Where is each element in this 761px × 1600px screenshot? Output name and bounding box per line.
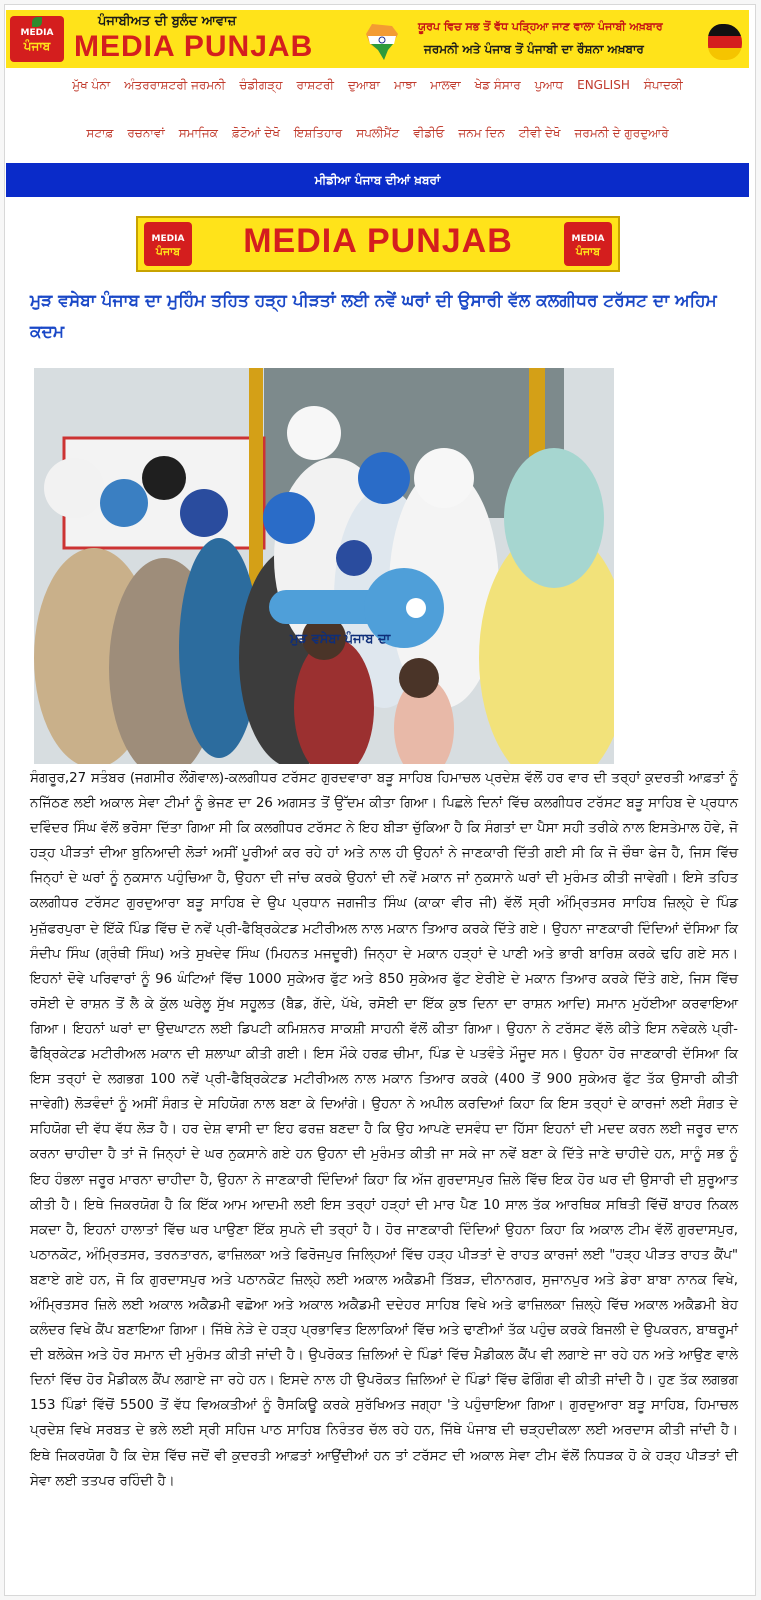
logo-top-text: MEDIA xyxy=(20,28,54,38)
nav-item-birthday[interactable]: ਜਨਮ ਦਿਨ xyxy=(458,126,505,140)
article-logo-banner xyxy=(136,216,620,272)
nav-item-tv[interactable]: ਟੀਵੀ ਦੇਖੋ xyxy=(518,126,561,140)
nav-row-2 xyxy=(6,126,749,141)
article-logo-left-top: MEDIA xyxy=(151,234,185,244)
article-headline[interactable]: ਮੁੜ ਵਸੇਬਾ ਪੰਜਾਬ ਦਾ ਮੁਹਿੰਮ ਤਹਿਤ ਹੜ੍ਹ ਪੀੜਤਾਂ ਲਈ ਨਵੇਂ ਘਰਾਂ ਦੀ ਉਸਾਰੀ ਵੱਲ ਕਲਗੀਧਰ ਟਰੱਸਟ ਦਾ ਅਹਿਮ ਕਦਮ xyxy=(30,291,717,342)
germany-flag-icon xyxy=(708,24,742,60)
nav-item-home[interactable]: ਮੁੱਖ ਪੰਨਾ xyxy=(72,78,111,92)
photo-illustration xyxy=(34,368,614,764)
article-logo-right xyxy=(564,222,612,266)
header-right-line2: ਜਰਮਨੀ ਅਤੇ ਪੰਜਾਬ ਤੋਂ ਪੰਜਾਬੀ ਦਾ ਰੌਸ਼ਨਾ ਅਖ਼ਬਾਰ xyxy=(424,42,644,56)
nav-item-ads[interactable]: ਇਸ਼ਤਿਹਾਰ xyxy=(293,126,343,140)
article-logo-brand: MEDIA PUNJAB xyxy=(243,222,513,260)
nav-item-malwa[interactable]: ਮਾਲਵਾ xyxy=(430,78,461,92)
photo-key-label: ਮੁੜ ਵਸੇਬਾ ਪੰਜਾਬ ਦਾ xyxy=(290,632,391,647)
nav-item-international[interactable]: ਅੰਤਰਰਾਸ਼ਟਰੀ ਜਰਮਨੀ xyxy=(124,78,226,92)
logo-bottom-text: ਪੰਜਾਬ xyxy=(23,39,51,53)
article-logo-left-bottom: ਪੰਜਾਬ xyxy=(155,245,181,258)
nav-item-gurdwaras[interactable]: ਜਰਮਨੀ ਦੇ ਗੁਰਦੁਆਰੇ xyxy=(574,126,669,140)
section-bar[interactable]: ਮੀਡੀਆ ਪੰਜਾਬ ਦੀਆਂ ਖ਼ਬਰਾਂ xyxy=(6,163,749,197)
article-logo-right-bottom: ਪੰਜਾਬ xyxy=(575,245,601,258)
leaf-icon xyxy=(32,17,42,27)
article-body: ਸੰਗਰੂਰ,27 ਸਤੰਬਰ (ਜਗਸੀਰ ਲੌਂਗੋਵਾਲ)-ਕਲਗੀਧਰ ਟਰੱਸਟ ਗੁਰਦਵਾਰਾ ਬੜੂ ਸਾਹਿਬ ਹਿਮਾਚਲ ਪ੍ਰਦੇਸ਼ ਵੱਲੋਂ ਹਰ ਵਾਰ ਦੀ ਤਰ੍ਹਾਂ ਕੁਦਰਤੀ ਆਫ਼ਤਾਂ ਨੂੰ ਨਜਿੱਠਣ ਲਈ ਅਕਾਲ ਸੇਵਾ ਟੀਮਾਂ ਨੂੰ ਭੇਜਣ ਦਾ 26 ਅਗਸਤ ਤੋਂ ਉੱਦਮ ਕੀਤਾ ਗਿਆ। ਪਿਛਲੇ ਦਿਨਾਂ ਵਿੱਚ ਕਲਗੀਧਰ ਟਰੱਸਟ ਬੜੂ ਸਾਹਿਬ ਦੇ ਪ੍ਰਧਾਨ ਦਵਿੰਦਰ ਸਿੰਘ ਵੱਲੋਂ ਭਰੋਸਾ ਦਿੱਤਾ ਗਿਆ ਸੀ ਕਿ ਕਲਗੀਧਰ ਟਰੱਸਟ ਨੇ ਇਹ ਬੀੜਾ ਚੁੱਕਿਆ ਹੈ ਕਿ ਸੰਗਤਾਂ ਦਾ ਪੈਸਾ ਸਹੀ ਤਰੀਕੇ ਨਾਲ ਇਸਤੇਮਾਲ ਹੋਵੇ, ਜੋ ਹੜ੍ਹ ਪੀੜਤਾਂ ਦੀਆ ਬੁਨਿਆਦੀ ਲੋੜਾਂ ਅਸੀਂ ਪੂਰੀਆਂ ਕਰ ਰਹੇ ਹਾਂ ਅਤੇ ਨਾਲ ਹੀ ਉਹਨਾਂ ਨੇ ਜਾਣਕਾਰੀ ਦਿੱਤੀ ਗਈ ਸੀ ਕਿ ਜੋ ਚੌਥਾ ਫੇਜ ਹੈ, ਜਿਸ ਵਿੱਚ ਜਿਨ੍ਹਾਂ ਦੇ ਘਰਾਂ ਨੂੰ ਨੁਕਸਾਨ ਪਹੁੰਚਿਆ ਹੈ, ਉਹਨਾ ਦੀ ਜਾਂਚ ਕਰਕੇ ਉਹਨਾਂ ਦੀ ਨਵੇਂ ਮਕਾਨ ਜਾਂ ਨੁਕਸਾਨੇ ਘਰਾਂ ਦੀ ਮੁਰੰਮਤ ਕੀਤੀ ਜਾਵੇਗੀ। ਇਸੇ ਤਹਿਤ ਕਲਗੀਧਰ ਟਰੱਸਟ ਗੁਰਦੁਆਰਾ ਬੜੂ ਸਾਹਿਬ ਦੇ ਉਪ ਪ੍ਰਧਾਨ ਜਗਜੀਤ ਸਿੰਘ (ਕਾਕਾ ਵੀਰ ਜੀ) ਵੱਲੋਂ ਸ੍ਰੀ ਅੰਮ੍ਰਿਤਸਰ ਸਾਹਿਬ ਜ਼ਿਲ੍ਹੇ ਦੇ ਪਿੰਡ ਮੁਜ਼ੱਫਰਪੁਰਾ ਦੇ ਇੱਕੋ ਪਿੰਡ ਵਿੱਚ ਦੋ ਨਵੇਂ ਪ੍ਰੀ-ਫੈਬ੍ਰਿਕੇਟਡ ਮਟੀਰੀਅਲ ਨਾਲ ਮਕਾਨ ਤਿਆਰ ਕਰਕੇ ਦਿੱਤੇ ਗਏ। ਉਹਨਾ ਜਾਣਕਾਰੀ ਦਿੰਦਿਆਂ ਦੱਸਿਆ ਕਿ ਸੰਦੀਪ ਸਿੰਘ (ਗ੍ਰੰਥੀ ਸਿੰਘ) ਅਤੇ ਸੁਖਦੇਵ ਸਿੰਘ (ਮਿਹਨਤ ਮਜਦੂਰੀ) ਜਿਨ੍ਹਾ ਦੇ ਮਕਾਨ ਹੜ੍ਹਾਂ ਦੇ ਪਾਣੀ ਅਤੇ ਭਾਰੀ ਬਾਰਿਸ਼ ਕਰਕੇ ਢਹਿ ਗਏ ਸਨ। ਇਹਨਾਂ ਦੋਵੇ ਪਰਿਵਾਰਾਂ ਨੂੰ 96 ਘੰਟਿਆਂ ਵਿੱਚ 1000 ਸੁਕੇਅਰ ਫੁੱਟ ਅਤੇ 850 ਸੁਕੇਅਰ ਫੁੱਟ ਏਰੀਏ ਦੇ ਮਕਾਨ ਤਿਆਰ ਕਰਕੇ ਦਿੱਤੇ ਗਏ, ਜਿਸ ਵਿੱਚ ਰਸੋਈ ਦੇ ਰਾਸ਼ਨ ਤੋਂ ਲੈ ਕੇ ਕੁੱਲ ਘਰੇਲੂ ਸੁੱਖ ਸਹੂਲਤ (ਬੈਡ, ਗੱਦੇ, ਪੱਖੇ, ਰਸੋਈ ਦਾ ਇੱਕ ਕੁਝ ਦਿਨਾ ਦਾ ਰਾਸ਼ਨ ਆਦਿ) ਸਮਾਨ ਮੁਹੱਈਆ ਕਰਵਾਇਆ ਗਿਆ। ਇਹਨਾਂ ਘਰਾਂ ਦਾ ਉਦਘਾਟਨ ਲਈ ਡਿਪਟੀ ਕਮਿਸ਼ਨਰ ਸਾਕਸ਼ੀ ਸਾਹਨੀ ਵੱਲੋਂ ਕੀਤਾ ਗਿਆ। ਉਹਨਾ ਨੇ ਟਰੱਸਟ ਵੱਲੋ ਕੀਤੇ ਇਸ ਨਵੇਕਲੇ ਪ੍ਰੀ-ਫੈਬ੍ਰਿਕੇਟਡ ਮਟੀਰੀਅਲ ਮਕਾਨ ਦੀ ਸ਼ਲਾਘਾ ਕੀਤੀ ਗਈ। ਇਸ ਮੌਕੇ ਹਰਫ਼ ਚੀਮਾ, ਪਿੰਡ ਦੇ ਪਤਵੰਤੇ ਮੌਜੂਦ ਸਨ। ਉਹਨਾ ਹੋਰ ਜਾਣਕਾਰੀ ਦੱਸਿਆ ਕਿ ਇਸ ਤਰ੍ਹਾਂ ਦੇ ਲਗਭਗ 100 ਨਵੇਂ ਪ੍ਰੀ-ਫੈਬ੍ਰਿਕੇਟਡ ਮਟੀਰੀਅਲ ਨਾਲ ਮਕਾਨ ਤਿਆਰ ਕਰਕੇ (400 ਤੋਂ 900 ਸੁਕੇਅਰ ਫੁੱਟ ਤੱਕ ਉਸਾਰੀ ਕੀਤੀ ਜਾਵੇਗੀ) ਲੋੜਵੰਦਾਂ ਨੂੰ ਅਸੀਂ ਸੰਗਤ ਦੇ ਸਹਿਯੋਗ ਨਾਲ ਬਣਾ ਕੇ ਦਿਆਂਗੇ। ਉਹਨਾ ਨੇ ਅਪੀਲ ਕਰਦਿਆਂ ਕਿਹਾ ਕਿ ਇਸ ਤਰ੍ਹਾਂ ਦੇ ਕਾਰਜਾਂ ਲਈ ਸੰਗਤ ਦੇ ਸਹਿਯੋਗ ਦੀ ਵੱਧ ਵੱਧ ਲੋੜ ਹੈ। ਹਰ ਦੇਸ਼ ਵਾਸੀ ਦਾ ਇਹ ਫਰਜ਼ ਬਣਦਾ ਹੈ ਕਿ ਉਹ ਆਪਣੇ ਦਸਵੰਧ ਦਾ ਹਿੱਸਾ ਇਹਨਾਂ ਦੀ ਮਦਦ ਕਰਨ ਲਈ ਜਰੂਰ ਦਾਨ ਕਰਨਾ ਚਾਹੀਦਾ ਹੈ ਤਾਂ ਜੋ ਜਿਨ੍ਹਾਂ ਦੇ ਘਰ ਨੁਕਸਾਨੇ ਗਏ ਹਨ ਉਹਨਾ ਦੀ ਮੁਰੰਮਤ ਕੀਤੀ ਜਾ ਸਕੇ ਜਾ ਨਵੇਂ ਬਣਾ ਕੇ ਦਿੱਤੇ ਜਾਣੇ ਚਾਹੀਦੇ ਹਨ, ਸਾਨੂੰ ਸਭ ਨੂੰ ਇਹ ਹੰਭਲਾ ਜਰੂਰ ਮਾਰਨਾ ਚਾਹੀਦਾ ਹੈ, ਉਹਨਾ ਨੇ ਜਾਣਕਾਰੀ ਦਿੰਦਿਆਂ ਕਿਹਾ ਕਿ ਅੱਜ ਗੁਰਦਾਸਪੁਰ ਜ਼ਿਲੇ ਵਿੱਚ ਇਕ ਹੋਰ ਘਰ ਦੀ ਉਸਾਰੀ ਦੀ ਸ਼ੁਰੂਆਤ ਕੀਤੀ ਹੈ। ਇਥੇ ਜਿਕਰਯੋਗ ਹੈ ਕਿ ਇੱਕ ਆਮ ਆਦਮੀ ਲਈ ਇਸ ਤਰ੍ਹਾਂ ਹੜ੍ਹਾਂ ਦੀ ਮਾਰ ਪੈਣ 10 ਸਾਲ ਤੱਕ ਆਰਥਿਕ ਸਥਿਤੀ ਵਿੱਚੋਂ ਬਾਹਰ ਨਿਕਲ ਸਕਦਾ ਹੈ, ਇਹਨਾਂ ਹਾਲਾਤਾਂ ਵਿੱਚ ਘਰ ਪਾਉਣਾ ਇੱਕ ਸੁਪਨੇ ਦੀ ਤਰ੍ਹਾਂ ਹੈ। ਹੋਰ ਜਾਣਕਾਰੀ ਦਿੰਦਿਆਂ ਉਹਨਾ ਕਿਹਾ ਕਿ ਅਕਾਲ ਟੀਮ ਵੱਲੋਂ ਗੁਰਦਾਸਪੁਰ, ਪਠਾਨਕੋਟ, ਅੰਮ੍ਰਿਤਸਰ, ਤਰਨਤਾਰਨ, ਫਾਜ਼ਿਲਕਾ ਅਤੇ ਫਿਰੋਜਪੁਰ ਜਿਲ੍ਹਿਆਂ ਵਿੱਚ ਹੜ੍ਹ ਪੀੜਤਾਂ ਦੇ ਰਾਹਤ ਕਾਰਜਾਂ ਲਈ "ਹੜ੍ਹ ਪੀੜਤ ਰਾਹਤ ਕੈਂਪ" ਬਣਾਏ ਗਏ ਹਨ, ਜੋ ਕਿ ਗੁਰਦਾਸਪੁਰ ਅਤੇ ਪਠਾਨਕੋਟ ਜ਼ਿਲ੍ਹੇ ਲਈ ਅਕਾਲ ਅਕੈਡਮੀ ਤਿੱਬੜ, ਦੀਨਾਨਗਰ, ਸੁਜਾਨਪੁਰ ਅਤੇ ਡੇਰਾ ਬਾਬਾ ਨਾਨਕ ਵਿਖੇ, ਅੰਮ੍ਰਿਤਸਰ ਜ਼ਿਲੇ ਲਈ ਅਕਾਲ ਅਕੈਡਮੀ ਵਛੋਆ ਅਤੇ ਅਕਾਲ ਅਕੈਡਮੀ ਦਦੇਹਰ ਸਾਹਿਬ ਵਿਖੇ ਅਤੇ ਫਾਜ਼ਿਲਕਾ ਜ਼ਿਲ੍ਹੇ ਵਿੱਚ ਅਕਾਲ ਅਕੈਡਮੀ ਬੇਹ ਕਲੰਦਰ ਵਿਖੇ ਕੈਂਪ ਬਣਾਇਆ ਗਿਆ। ਜਿੱਥੇ ਨੇੜੇ ਦੇ ਹੜ੍ਹ ਪ੍ਰਭਾਵਿਤ ਇਲਾਕਿਆਂ ਵਿੱਚ ਅਤੇ ਢਾਣੀਆਂ ਤੱਕ ਪਹੁੰਚ ਕਰਕੇ ਬਿਜਲੀ ਦੇ ਉਪਕਰਨ, ਬਾਥਰੂਮਾਂ ਦੀ ਬਲੋਕੇਜ ਅਤੇ ਹੋਰ ਸਮਾਨ ਦੀ ਮੁਰੰਮਤ ਕੀਤੀ ਜਾਂਦੀ ਹੈ। ਉਪਰੋਕਤ ਜ਼ਿਲਿਆਂ ਦੇ ਪਿੰਡਾਂ ਵਿੱਚ ਮੈਡੀਕਲ ਕੈਂਪ ਵੀ ਲਗਾਏ ਜਾ ਰਹੇ ਹਨ ਅਤੇ ਆਉਣ ਵਾਲੇ ਦਿਨਾਂ ਵਿੱਚ ਹੋਰ ਮੈਡੀਕਲ ਕੈਂਪ ਲਗਾਏ ਜਾ ਰਹੇ ਹਨ। ਇਸਦੇ ਨਾਲ ਹੀ ਉਪਰੋਕਤ ਜ਼ਿਲਿਆਂ ਦੇ ਪਿੰਡਾਂ ਵਿੱਚ ਫੋਗਿੰਗ ਵੀ ਕੀਤੀ ਜਾਂਦੀ ਹੈ। ਹੁਣ ਤੱਕ ਲਗਭਗ 153 ਪਿੰਡਾਂ ਵਿੱਚੋਂ 5500 ਤੋਂ ਵੱਧ ਵਿਅਕਤੀਆਂ ਨੂੰ ਰੈਸਕਿਊ ਕਰਕੇ ਸੁਰੱਖਿਅਤ ਜਗ੍ਹਾ 'ਤੇ ਪਹੁੰਚਾਇਆ ਗਿਆ। ਗੁਰਦੁਆਰਾ ਬੜੂ ਸਾਹਿਬ, ਹਿਮਾਚਲ ਪ੍ਰਦੇਸ਼ ਵਿਖੇ ਸਰਬਤ ਦੇ ਭਲੇ ਲਈ ਸ੍ਰੀ ਸਹਿਜ ਪਾਠ ਸਾਹਿਬ ਨਿਰੰਤਰ ਚੱਲ ਰਹੇ ਹਨ, ਜਿੱਥੇ ਪੰਜਾਬ ਦੀ ਚੜ੍ਹਦੀਕਲਾ ਲਈ ਅਰਦਾਸ ਕੀਤੀ ਜਾਂਦੀ ਹੈ। ਇਥੇ ਜਿਕਰਯੋਗ ਹੈ ਕਿ ਦੇਸ਼ ਵਿੱਚ ਜਦੋਂ ਵੀ ਕੁਦਰਤੀ ਆਫ਼ਤਾਂ ਆਉਂਦੀਆਂ ਹਨ ਤਾਂ ਟਰੱਸਟ ਦੀ ਅਕਾਲ ਸੇਵਾ ਟੀਮ ਵੱਲੋਂ ਨਿਧੜਕ ਹੋ ਕੇ ਹੜ੍ਹ ਪੀੜਤਾਂ ਦੀ ਸੇਵਾ ਲਈ ਤਤਪਰ ਰਹਿੰਦੀ ਹੈ। xyxy=(30,771,738,1489)
nav-item-photos[interactable]: ਫ਼ੋਟੋਆਂ ਦੇਖੋ xyxy=(231,126,280,140)
nav-item-writings[interactable]: ਰਚਨਾਵਾਂ xyxy=(127,126,165,140)
nav-item-editorial[interactable]: ਸੰਪਾਦਕੀ xyxy=(643,78,683,92)
article-logo-right-top: MEDIA xyxy=(571,234,605,244)
nav-item-supplement[interactable]: ਸਪਲੀਮੈਂਟ xyxy=(356,126,400,140)
nav-item-national[interactable]: ਰਾਸ਼ਟਰੀ xyxy=(296,78,335,92)
site-logo[interactable] xyxy=(10,16,64,62)
nav-item-video[interactable]: ਵੀਡੀਓ xyxy=(413,126,445,140)
header-banner[interactable] xyxy=(6,10,749,68)
nav-row-1 xyxy=(6,78,749,93)
article-photo xyxy=(34,368,614,764)
header-brand[interactable]: MEDIA PUNJAB xyxy=(74,30,314,63)
header-tagline: ਪੰਜਾਬੀਅਤ ਦੀ ਬੁਲੰਦ ਆਵਾਜ਼ xyxy=(98,14,237,29)
nav-item-chandigarh[interactable]: ਚੰਡੀਗੜ੍ਹ xyxy=(239,78,283,92)
nav-item-english[interactable]: ENGLISH xyxy=(577,78,630,92)
nav-item-sports[interactable]: ਖੇਡ ਸੰਸਾਰ xyxy=(474,78,521,92)
article-logo-left xyxy=(144,222,192,266)
india-map-icon xyxy=(362,22,404,62)
nav-item-puadh[interactable]: ਪੁਆਧ xyxy=(534,78,564,92)
header-right-line1: ਯੂਰਪ ਵਿਚ ਸਭ ਤੋਂ ਵੱਧ ਪੜ੍ਹਿਆ ਜਾਣ ਵਾਲਾ ਪੰਜਾਬੀ ਅਖ਼ਬਾਰ xyxy=(418,20,663,33)
nav-item-staff[interactable]: ਸਟਾਫ਼ xyxy=(86,126,114,140)
nav-item-doaba[interactable]: ਦੁਆਬਾ xyxy=(348,78,380,92)
nav-item-majha[interactable]: ਮਾਝਾ xyxy=(393,78,417,92)
nav-item-social[interactable]: ਸਮਾਜਿਕ xyxy=(178,126,218,140)
